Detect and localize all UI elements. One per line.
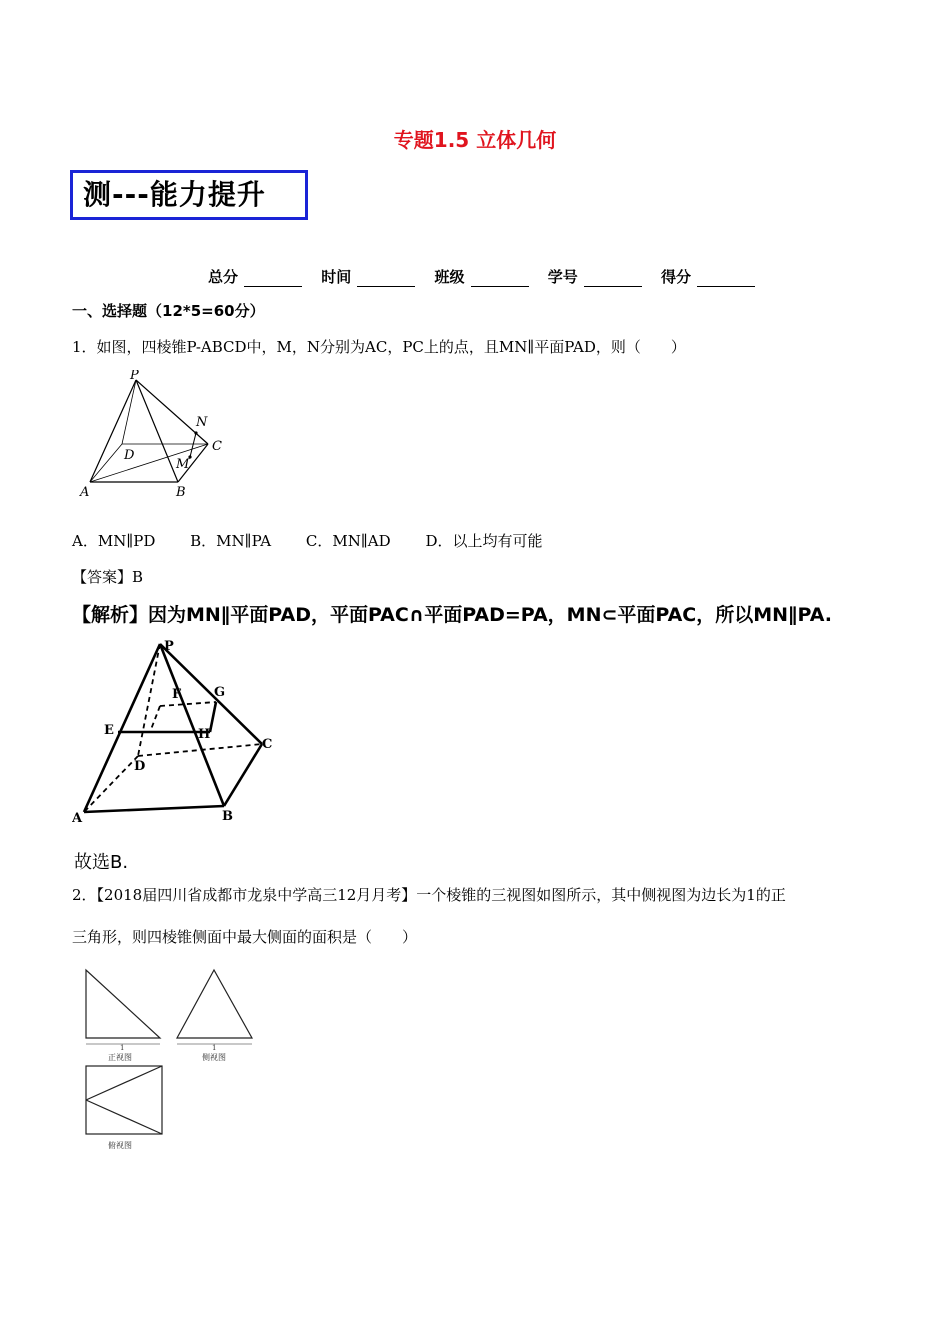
q2-label-p: P xyxy=(164,639,174,654)
class-field xyxy=(435,266,529,287)
q2-label-h: H xyxy=(198,727,211,742)
time-blank[interactable] xyxy=(357,272,415,287)
q1-answer: 【答案】B xyxy=(72,568,144,586)
q2-label-b: B xyxy=(222,809,233,824)
time-label: 时间 xyxy=(321,268,352,286)
q2-top-label: 俯视图 xyxy=(108,1141,132,1150)
student-id-blank[interactable] xyxy=(584,272,642,287)
q1-conclusion: 故选B. xyxy=(74,852,129,873)
student-id-label: 学号 xyxy=(547,268,578,286)
q2-label-f: F xyxy=(172,687,182,702)
page-title: 专题1.5 立体几何 xyxy=(393,128,557,152)
total-blank[interactable] xyxy=(244,272,302,287)
q2-dim-front: 1 xyxy=(120,1044,125,1052)
class-blank[interactable] xyxy=(471,272,529,287)
score-row xyxy=(208,266,769,287)
total-field xyxy=(208,266,302,287)
q2-stem-line2: 三角形，则四棱锥侧面中最大侧面的面积是（ ） xyxy=(72,928,418,946)
section-banner: 测---能力提升 xyxy=(70,170,308,220)
q2-front-label: 正视图 xyxy=(108,1053,132,1062)
q2-stem-line1: 2．【2018届四川省成都市龙泉中学高三12月月考】一个棱锥的三视图如图所示，其中侧视图为边长为1的正 xyxy=(72,886,786,904)
q2-three-views-figure xyxy=(80,966,270,1152)
q1-stem: 1．如图，四棱锥P-ABCD中，M，N分别为AC，PC上的点，且MN∥平面PAD，则（ ） xyxy=(72,338,686,356)
q1-label-b: B xyxy=(176,485,186,500)
q1-choice-b[interactable]: B．MN∥PA xyxy=(190,532,272,550)
q1-choice-d[interactable]: D．以上均有可能 xyxy=(425,532,543,550)
q1-analysis: 【解析】因为MN∥平面PAD，平面PAC∩平面PAD=PA，MN⊂平面PAC，所以MN∥PA. xyxy=(72,604,833,626)
q1-label-c: C xyxy=(212,439,222,454)
q1-label-p: P xyxy=(130,370,139,383)
total-label: 总分 xyxy=(208,268,239,286)
q1-label-n: N xyxy=(196,415,208,430)
q1-choice-c[interactable]: C．MN∥AD xyxy=(305,532,391,550)
q2-dim-side: 1 xyxy=(212,1044,217,1052)
student-id-field xyxy=(548,266,642,287)
class-label: 班级 xyxy=(434,268,465,286)
q1-solution-figure xyxy=(72,634,282,824)
q2-label-c: C xyxy=(262,737,273,752)
time-field xyxy=(321,266,415,287)
q2-label-d: D xyxy=(134,759,146,774)
q1-label-m: M xyxy=(176,457,190,472)
q2-label-g: G xyxy=(214,685,226,700)
score-label: 得分 xyxy=(661,268,692,286)
q2-label-e: E xyxy=(104,723,114,738)
score-blank[interactable] xyxy=(697,272,755,287)
q2-label-a: A xyxy=(72,811,83,824)
section-title: 一、选择题（12*5=60分） xyxy=(72,302,265,320)
score-field xyxy=(661,266,755,287)
q1-choice-a[interactable]: A．MN∥PD xyxy=(72,532,156,550)
q1-label-d: D xyxy=(124,448,135,463)
q1-choices xyxy=(72,530,572,551)
q1-pyramid-figure xyxy=(78,370,238,504)
q1-label-a: A xyxy=(80,485,90,500)
q2-side-label: 侧视图 xyxy=(202,1053,226,1062)
